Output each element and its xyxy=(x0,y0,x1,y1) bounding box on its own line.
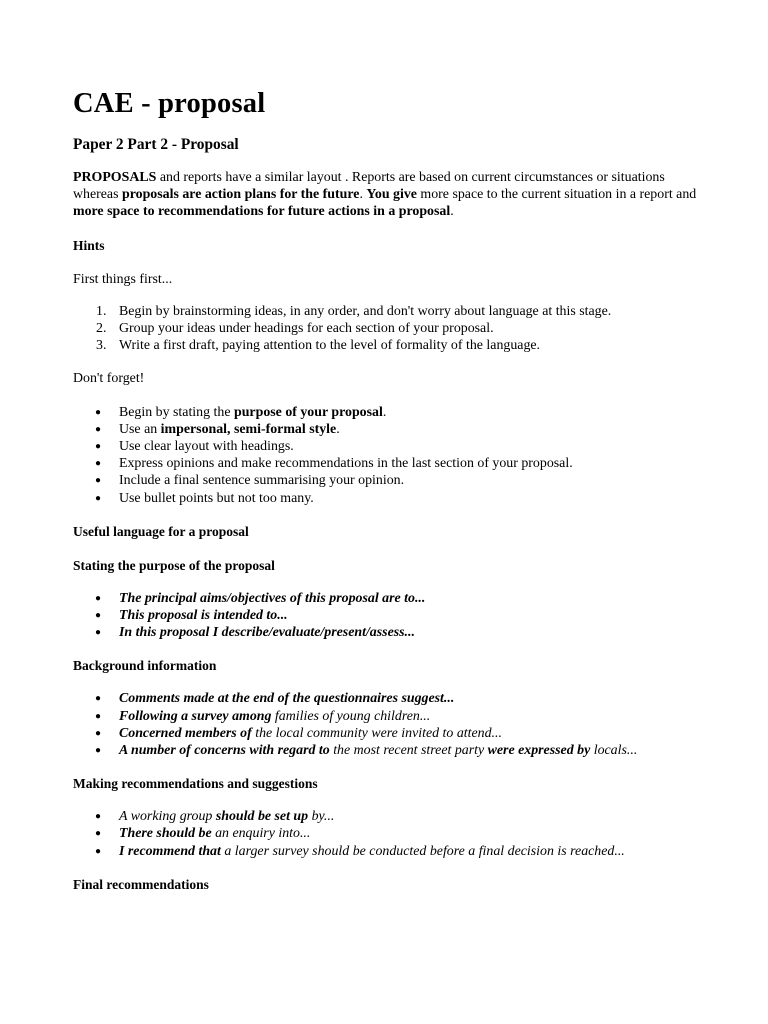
bullet-icon: ● xyxy=(95,406,102,418)
phrase-bold-italic: A number of concerns with regard to xyxy=(119,743,330,759)
making-recommendations-heading: Making recommendations and suggestions xyxy=(73,776,318,792)
bullet-icon: ● xyxy=(95,492,102,504)
list-item xyxy=(73,303,713,320)
phrase-italic: the local community were invited to attend... xyxy=(251,725,502,741)
background-heading: Background information xyxy=(73,658,217,674)
list-number: 2. xyxy=(96,321,107,337)
bullet-icon: ● xyxy=(95,828,102,840)
bullet-icon: ● xyxy=(95,627,102,639)
list-item xyxy=(73,320,713,337)
intro-paragraph xyxy=(73,169,713,221)
background-list xyxy=(73,690,713,759)
phrase-italic: an enquiry into... xyxy=(211,826,311,842)
intro-bold-recommendations: more space to recommendations for future actions in a proposal xyxy=(73,204,451,220)
tip-text: . xyxy=(336,421,340,437)
phrase-bold-italic: Comments made at the end of the questionnaires suggest... xyxy=(119,691,455,707)
phrase-bold-italic: I recommend that xyxy=(119,843,221,859)
bullet-icon: ● xyxy=(95,610,102,622)
list-item xyxy=(73,843,713,860)
list-item xyxy=(73,590,713,607)
phrase-bold-italic: Concerned members of xyxy=(119,725,252,741)
bullet-icon: ● xyxy=(95,693,102,705)
phrase-bold-italic: Following a survey among xyxy=(119,708,272,724)
tip-text: Begin by stating the xyxy=(119,404,234,420)
list-item xyxy=(73,404,713,421)
document-page xyxy=(73,86,713,893)
intro-bold-proposals: PROPOSALS xyxy=(73,170,157,185)
intro-text-2: . xyxy=(359,187,367,203)
steps-list xyxy=(73,303,713,355)
phrase-italic: locals... xyxy=(590,743,638,759)
first-things-text: First things first... xyxy=(73,271,173,287)
list-item xyxy=(73,624,713,641)
page-subtitle: Paper 2 Part 2 - Proposal xyxy=(73,136,239,153)
bullet-icon: ● xyxy=(95,458,102,470)
bullet-icon: ● xyxy=(95,727,102,739)
stating-list xyxy=(73,590,713,642)
intro-bold-action-plans: proposals are action plans for the future xyxy=(121,187,360,203)
list-number: 1. xyxy=(96,303,107,319)
intro-text-4: . xyxy=(450,204,454,220)
list-item xyxy=(73,438,713,455)
list-item xyxy=(73,421,713,438)
list-item xyxy=(73,472,713,489)
tip-text: Use an xyxy=(119,421,161,437)
page-title: CAE - proposal xyxy=(73,88,266,119)
phrase-bold-italic: There should be xyxy=(119,826,212,842)
tip-text: Include a final sentence summarising your opinion. xyxy=(119,473,405,489)
tip-bold: purpose of your proposal xyxy=(233,404,383,420)
list-item xyxy=(73,742,713,759)
phrase-italic: the most recent street party xyxy=(329,743,488,759)
bullet-icon: ● xyxy=(95,475,102,487)
phrase-bold-italic: This proposal is intended to... xyxy=(119,608,288,624)
tip-text: Use clear layout with headings. xyxy=(119,439,294,455)
dont-forget-text: Don't forget! xyxy=(73,371,145,387)
tip-text: . xyxy=(382,404,387,420)
list-item xyxy=(73,708,713,725)
list-item xyxy=(73,455,713,472)
tips-list xyxy=(73,404,713,507)
bullet-icon: ● xyxy=(95,592,102,604)
list-item-text: Group your ideas under headings for each section of your proposal. xyxy=(119,321,494,337)
list-item xyxy=(73,825,713,842)
intro-text-3: more space to the current situation in a report and xyxy=(416,187,697,203)
bullet-icon: ● xyxy=(95,710,102,722)
list-number: 3. xyxy=(96,338,107,354)
phrase-italic: A working group xyxy=(119,809,216,825)
bullet-icon: ● xyxy=(95,441,102,453)
phrase-bold-italic: were expressed by xyxy=(487,743,591,759)
list-item-text: Begin by brainstorming ideas, in any order, and don't worry about language at this stage. xyxy=(119,303,612,319)
stating-purpose-heading: Stating the purpose of the proposal xyxy=(73,557,275,573)
list-item xyxy=(73,690,713,707)
bullet-icon: ● xyxy=(95,845,102,857)
bullet-icon: ● xyxy=(95,423,102,435)
phrase-italic: a larger survey should be conducted before a final decision is reached... xyxy=(220,843,625,859)
intro-bold-you-give: You give xyxy=(366,187,417,203)
list-item xyxy=(73,725,713,742)
useful-language-heading: Useful language for a proposal xyxy=(73,523,249,539)
phrase-bold-italic: should be set up xyxy=(215,809,309,825)
list-item xyxy=(73,607,713,624)
tip-text: Express opinions and make recommendations in the last section of your proposal. xyxy=(119,456,573,472)
phrase-bold-italic: In this proposal I describe/evaluate/present/assess... xyxy=(119,625,415,641)
list-item xyxy=(73,808,713,825)
final-recommendations-heading: Final recommendations xyxy=(73,876,209,892)
hints-heading: Hints xyxy=(73,237,105,253)
phrase-italic: families of young children... xyxy=(271,708,431,724)
list-item xyxy=(73,490,713,507)
tip-text: Use bullet points but not too many. xyxy=(119,490,314,506)
recommendations-list xyxy=(73,808,713,860)
phrase-italic: by... xyxy=(308,809,335,825)
bullet-icon: ● xyxy=(95,745,102,757)
bullet-icon: ● xyxy=(95,811,102,823)
phrase-bold-italic: The principal aims/objectives of this proposal are to... xyxy=(119,590,426,606)
list-item xyxy=(73,337,713,354)
list-item-text: Write a first draft, paying attention to the level of formality of the language. xyxy=(119,338,541,354)
intro-text-1: and reports have a similar layout . Reports are based on current circumstances or situations whereas xyxy=(73,170,665,203)
tip-bold: impersonal, semi-formal style xyxy=(160,421,337,437)
